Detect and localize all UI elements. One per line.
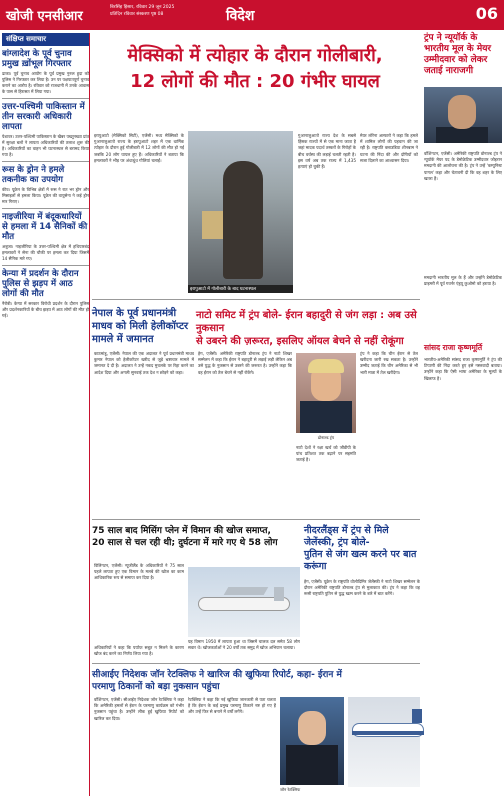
plane-headline-line1: 75 साल बाद मिसिंग प्लेन में विमान की खोज समाप्त,	[92, 526, 271, 536]
brief-body: कीव। यूक्रेन के विभिन्न क्षेत्रों में रूस ने रात भर ड्रोन और मिसाइलों से हमला किया। यूक्रेन की वायुसेना ने कई ड्रोन मार गिराए।	[2, 187, 89, 204]
nato-col3: नाटो देशों ने रक्षा खर्च को जीडीपी के पांच प्रतिशत तक बढ़ाने पर सहमति जताई है।	[296, 445, 356, 463]
brief-item	[2, 165, 89, 205]
plane-tail	[412, 709, 422, 723]
cia-headline	[92, 669, 420, 693]
brief-body: नैरोबी। केन्या में सरकार विरोधी प्रदर्शन के दौरान पुलिस और प्रदर्शनकारियों के बीच झड़प में आठ लोगों की मौत हो गई।	[2, 301, 89, 318]
section-title: विदेश	[226, 8, 255, 24]
plane-stripe	[352, 731, 424, 735]
brief-item	[2, 49, 89, 95]
photo-suit	[300, 401, 352, 433]
right-body2: ममदानी भारतीय मूल के हैं और उन्होंने डेमोक्रेटिक प्राइमरी में पूर्व गवर्नर एंड्रयू कुओमो को हराया है।	[424, 275, 502, 287]
lead-photo	[188, 131, 293, 285]
masthead	[0, 0, 504, 30]
nepal-headline-line3: मामले में जमानत	[92, 334, 154, 345]
ratcliffe-caption: जॉन रेटक्लिफ	[280, 787, 301, 792]
lead-story-col1: इरापुआटो (मेक्सिको सिटी), एजेंसी। मध्य मेक्सिको के गुआनाजुआतो राज्य के इरापुआटो शहर में एक धार्मिक त्योहार के दौरान हुई गोलीबारी में 12 लोगों की मौत हो गई जबकि 20 लोग घायल हुए हैं। अधिकारियों ने बताया कि हमलावरों ने भीड़ पर अंधाधुंध गोलियां चलाईं।	[94, 133, 184, 163]
divider	[2, 161, 89, 162]
plane-headline	[92, 525, 298, 549]
zelensky-headline-line1: नीदरलैंड्स में ट्रंप से मिले जेलेंस्की, ट्रंप बोले-	[304, 525, 389, 548]
plane-body3: अधिकारियों ने कहा कि पर्याप्त सबूत न मिलने के कारण खोज बंद करने का निर्णय लिया गया है।	[94, 645, 184, 657]
brief-headline: बांग्लादेश के पूर्व चुनाव प्रमुख ख़ोंभूल गिरफ्तार	[2, 49, 72, 69]
plane-body2: यह विमान 1950 में लापता हुआ था जिसमें चालक दल समेत 58 लोग सवार थे। खोजकर्ताओं ने 20 वर्षों तक समुद्र में खोज अभियान चलाया।	[188, 639, 300, 651]
lead-story-col3: मेयर लोरेना अल्फारो ने कहा कि हमले में शामिल लोगों की पहचान की जा रही है। राष्ट्रपति क्लाउडिया शीनबाम ने घटना की निंदा की और दोषियों को सजा दिलाने का आश्वासन दिया।	[360, 133, 418, 163]
nepal-headline-line1: नेपाल के पूर्व प्रधानमंत्री	[92, 308, 177, 319]
airforce-one-photo	[348, 697, 420, 787]
dateline	[110, 4, 220, 18]
nato-col2: ट्रंप ने कहा कि चीन ईरान से तेल खरीदना जारी रख सकता है। उन्होंने उम्मीद जताई कि चीन अमेरिका से भी भारी मात्रा में तेल खरीदेगा।	[360, 351, 418, 375]
page-number: 06	[475, 4, 498, 23]
lead-headline-line1: मेक्सिको में त्योहार के दौरान गोलीबारी,	[127, 45, 383, 66]
trump-caption: डोनाल्ड ट्रंप	[317, 435, 335, 440]
photo-suit	[286, 745, 338, 785]
divider	[92, 299, 420, 300]
right-headline: ट्रंप ने न्यूयॉर्क के भारतीय मूल के मेयर उम्मीदवार को लेकर जताई नाराजगी	[424, 33, 492, 76]
right-column	[424, 33, 502, 381]
zelensky-body: हेग, एजेंसी। यूक्रेन के राष्ट्रपति वोलोदिमिर जेलेंस्की ने नाटो शिखर सम्मेलन के दौरान अमेरिकी राष्ट्रपति डोनाल्ड ट्रंप से मुलाकात की। ट्रंप ने कहा कि वह रूसी राष्ट्रपति पुतिन से युद्ध खत्म करने के बारे में बात करेंगे।	[304, 579, 420, 597]
divider	[2, 98, 89, 99]
plane-photo	[188, 567, 300, 637]
brief-item	[2, 102, 89, 158]
brief-item	[2, 269, 89, 319]
lead-photo-caption: इरापुआटो में गोलीबारी के बाद घटनास्थल	[188, 285, 293, 293]
lead-headline	[96, 43, 414, 95]
photo-face	[298, 711, 326, 745]
brief-headline: उत्तर-पश्चिमी पाकिस्तान में तीन सरकारी अधिकारी लापता	[2, 102, 85, 132]
right-body3: भारतीय-अमेरिकी सांसद राजा कृष्णमूर्ति ने ट्रंप की टिप्पणी की निंदा करते हुए इसे नस्लवादी बताया। उन्होंने कहा कि ऐसी भाषा अमेरिका के मूल्यों के खिलाफ है।	[424, 357, 502, 381]
dateline-line2: प्रतिदिन रविवार संस्करण पृष्ठ 08	[110, 12, 164, 17]
brief-headline: नाइजीरिया में बंदूकधारियों से हमला में 14 सैनिकों की मौत	[2, 212, 88, 242]
cia-body1: वॉशिंगटन, एजेंसी। सीआईए निदेशक जॉन रेटक्लिफ ने कहा कि अमेरिकी हमलों से ईरान के परमाणु कार्यक्रम को गंभीर नुकसान पहुंचा है। उन्होंने लीक हुई खुफिया रिपोर्ट को खारिज कर दिया।	[94, 697, 184, 721]
nato-headline-line2: से उबरने की ज़रूरत, इसलिए ऑयल बेचने से नहीं रोकूंगा	[196, 336, 404, 347]
brief-banner: संक्षिप्त समाचार	[2, 33, 89, 46]
brief-body: अबुजा। नाइजीरिया के उत्तर-पश्चिमी क्षेत्र में हथियारबंद हमलावरों ने सेना की चौकी पर हमला कर दिया जिसमें 14 सैनिक मारे गए।	[2, 244, 89, 261]
cia-body2: रेटक्लिफ ने कहा कि नई खुफिया जानकारी से पता चलता है कि ईरान के कई प्रमुख परमाणु ठिकाने नष्ट हो गए हैं और उन्हें फिर से बनाने में वर्षों लगेंगे।	[188, 697, 276, 715]
cia-headline-line1: सीआईए निदेशक जॉन रेटक्लिफ ने खारिज की खुफिया रिपोर्ट, कहा- ईरान में	[92, 670, 342, 680]
photo-suit	[436, 127, 488, 143]
brief-headline: केन्या में प्रदर्शन के दौरान पुलिस से झड़प में आठ लोगों की मौत	[2, 269, 79, 299]
zelensky-headline	[304, 525, 420, 573]
right-mid-headline: सांसद राजा कृष्णमूर्ति	[424, 343, 483, 352]
newspaper-brand: खोजी एनसीआर	[6, 9, 83, 24]
plane-wing	[224, 587, 269, 595]
photo-hair	[308, 359, 344, 373]
divider	[92, 519, 420, 520]
plane-headline-line2: 20 साल से चल रही थी; दुर्घटना में मारे गए थे 58 लोग	[92, 538, 278, 548]
right-body1: वॉशिंगटन, एजेंसी। अमेरिकी राष्ट्रपति डोनाल्ड ट्रंप ने न्यूयॉर्क मेयर पद के डेमोक्रेटिक उम्मीदवार जोहरान ममदानी की आलोचना की है। ट्रंप ने उन्हें 'कम्युनिस्ट पागल' कहा और चेतावनी दी कि वह शहर के लिए खतरा हैं।	[424, 151, 502, 181]
left-brief-column	[2, 33, 90, 796]
photo-bag	[202, 211, 224, 239]
right-photo	[424, 87, 502, 143]
divider	[2, 265, 89, 266]
brief-body: पेशावर। उत्तर-पश्चिमी पाकिस्तान के खैबर पख्तूनख्वा प्रांत में सुरक्षा बलों ने लापता अधिकारियों की तलाश शुरू की है। अधिकारियों का वाहन भी घटनास्थल से बरामद किया गया है।	[2, 134, 89, 157]
nato-col1: हेग, एजेंसी। अमेरिकी राष्ट्रपति डोनाल्ड ट्रंप ने नाटो शिखर सम्मेलन में कहा कि ईरान ने बहादुरी से लड़ाई लड़ी लेकिन अब उसे युद्ध के नुकसान से उबरने की जरूरत है। उन्होंने कहा कि वह ईरान को तेल बेचने से नहीं रोकेंगे।	[198, 351, 292, 375]
cia-headline-line2: परमाणु ठिकानों को बड़ा नुकसान पहुंचा	[92, 682, 220, 692]
photo-person	[223, 161, 263, 279]
dateline-line1: बिरसिंह हिसार, रविवार 29 जून 2025	[110, 5, 175, 10]
zelensky-headline-line2: पुतिन से जंग खत्म करने पर बात करूंगा	[304, 549, 417, 572]
ratcliffe-photo	[280, 697, 344, 785]
plane-tail	[274, 587, 284, 601]
lead-headline-line2: 12 लोगों की मौत : 20 गंभीर घायल	[130, 71, 380, 92]
nepal-body: काठमांडू, एजेंसी। नेपाल की एक अदालत ने पूर्व प्रधानमंत्री माधव कुमार नेपाल को हेलीकॉप्टर खरीद से जुड़े भ्रष्टाचार मामले में जमानत दे दी है। अदालत ने उन्हें नकद मुचलके पर रिहा करने का आदेश दिया और अगली सुनवाई तक देश न छोड़ने को कहा।	[94, 351, 194, 375]
nato-headline-line1: नाटो समिट में ट्रंप बोले- ईरान बहादुरी से जंग लड़ा : अब उसे नुकसान	[196, 310, 417, 334]
nato-headline	[196, 309, 420, 348]
divider	[92, 663, 420, 664]
plane-body1: विलिंगटन, एजेंसी। न्यूजीलैंड के अधिकारियों ने 75 साल पहले लापता हुए एक विमान के मलबे की खोज का काम आधिकारिक रूप से समाप्त कर दिया है।	[94, 563, 184, 581]
trump-photo	[296, 353, 356, 433]
divider	[2, 208, 89, 209]
brief-item	[2, 212, 89, 262]
nepal-headline-line2: माधव को मिली हेलीकॉप्टर	[92, 321, 189, 332]
lead-story-col2: गुआनाजुआतो राज्य देश के सबसे हिंसक राज्यों में से एक माना जाता है जहां मादक पदार्थ तस्करों के गिरोहों के बीच वर्चस्व की लड़ाई चलती रहती है। इस वर्ष अब तक राज्य में 1,435 हत्याएं हो चुकी हैं।	[298, 133, 356, 170]
brief-headline: रूस के ड्रोन ने हमले तकनीक का उपयोग	[2, 165, 65, 185]
brief-body: ढाका। पूर्व चुनाव आयोग के पूर्व प्रमुख नुरुल हुदा को पुलिस ने गिरफ्तार कर लिया है। उन पर पक्षपातपूर्ण चुनाव कराने का आरोप है। रविवार को राजधानी में उनके आवास के पास से हिरासत में लिया गया।	[2, 71, 89, 94]
photo-face	[448, 95, 476, 129]
